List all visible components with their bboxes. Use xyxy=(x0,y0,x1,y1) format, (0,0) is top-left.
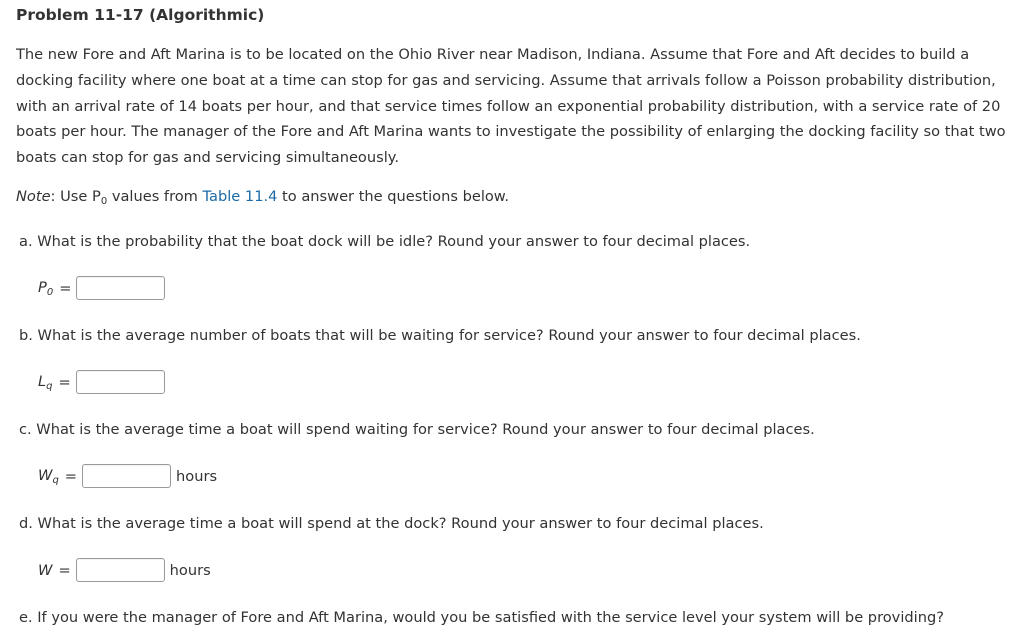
question-d: d. What is the average time a boat will spend at the dock? Round your answer to four decimal places. xyxy=(19,515,764,532)
question-b: b. What is the average number of boats that will be waiting for service? Round your answer to four decimal places. xyxy=(19,327,861,344)
question-c: c. What is the average time a boat will spend waiting for service? Round your answer to four decimal places. xyxy=(19,421,815,438)
equals-sign: = xyxy=(59,279,72,297)
wq-unit: hours xyxy=(176,467,218,485)
var-w-label: W xyxy=(38,561,53,579)
p0-input[interactable] xyxy=(76,276,165,300)
note-text-middle: values from xyxy=(107,188,203,205)
lq-input[interactable] xyxy=(76,370,165,394)
note-line xyxy=(16,185,509,214)
equals-sign: = xyxy=(64,467,78,485)
w-unit: hours xyxy=(169,561,211,579)
problem-title: Problem 11-17 (Algorithmic) xyxy=(16,6,265,24)
var-wq-label: $W_q$ xyxy=(38,466,59,486)
table-link[interactable]: Table 11.4 xyxy=(202,188,278,205)
equals-sign: = xyxy=(58,561,71,579)
note-label: Note xyxy=(16,188,51,205)
answer-row-b xyxy=(38,368,165,396)
note-sub: 0 xyxy=(100,196,108,207)
question-a: a. What is the probability that the boat dock will be idle? Round your answer to four decimal places. xyxy=(19,233,751,250)
var-lq-label: $L_q$ xyxy=(38,372,53,392)
problem-intro: The new Fore and Aft Marina is to be located on the Ohio River near Madison, Indiana. Assume that Fore and Aft decides to build a docking facility where one boat at a time can stop for gas and servicing. Assume that arrivals follow a Poisson probability distribution, with an arrival rate of 14 boats per hour, and that service times follow an exponential probability distribution, with a service rate of 20 boats per hour. The manager of the Fore and Aft Marina wants to investigate the possibility of enlarging the docking facility so that two boats can stop for gas and servicing simultaneously. xyxy=(16,46,1006,167)
note-text-after: to answer the questions below. xyxy=(277,188,510,205)
answer-row-c xyxy=(38,462,217,490)
var-p0-label: $P_0$ xyxy=(38,278,54,298)
answer-row-d xyxy=(38,556,211,584)
equals-sign: = xyxy=(58,373,71,391)
w-input[interactable] xyxy=(76,558,165,582)
wq-input[interactable] xyxy=(82,464,171,488)
note-text-before: : Use P xyxy=(50,188,101,205)
question-e: e. If you were the manager of Fore and Aft Marina, would you be satisfied with the service level your system will be providing? xyxy=(19,609,944,626)
answer-row-a xyxy=(38,274,165,302)
